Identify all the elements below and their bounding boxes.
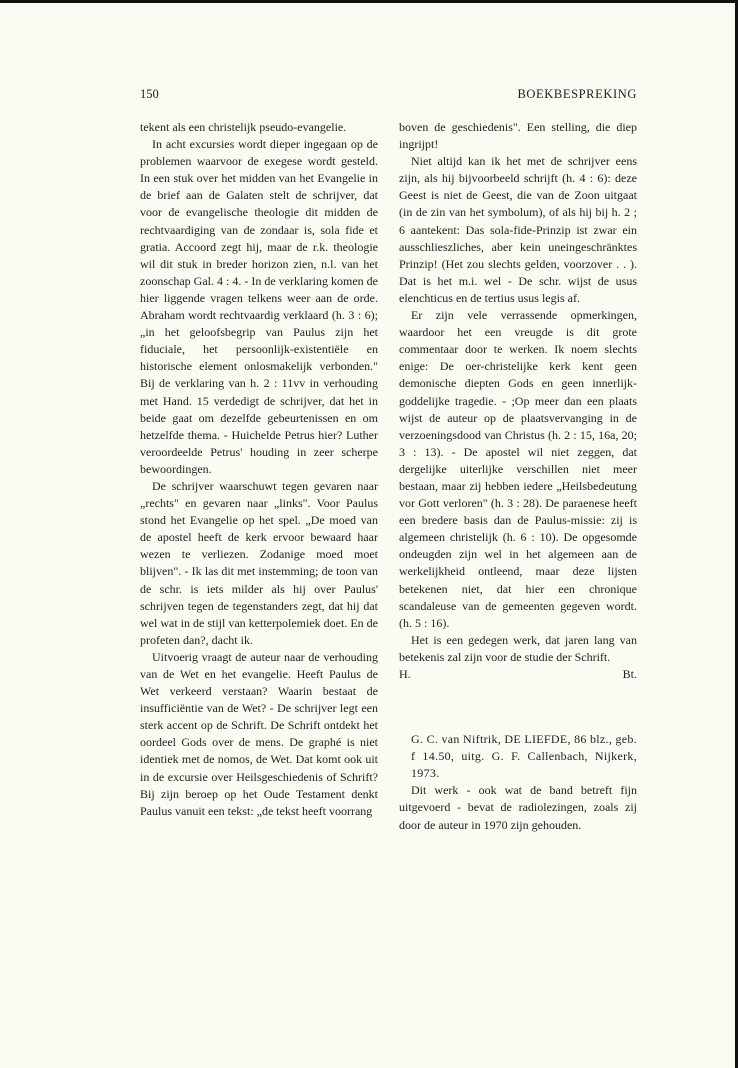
right-column [399,119,637,834]
paragraph: Niet altijd kan ik het met de schrijver eens zijn, als hij bijvoorbeeld schrijft (h. 4 : 6): deze Geest is niet de Geest, die van de Zoon uitgaat (in de zin van het symbolum), of als hij bij h. 2 ; 6 aantekent: Das sola-fide-Prinzip ist zwar ein ausschlieszliches, aber kein uneingeschränktes Prinzip! (Het zou slechts gelden, voorzover . . ). Dat is het m.i. wel - De schr. wijst de usus elenchticus en de tertius usus legis af. [399,154,637,305]
reviewer-signature [399,666,637,683]
paragraph: Uitvoerig vraagt de auteur naar de verhouding van de Wet en het evangelie. Heeft Paulus de Wet verkeerd verstaan? Waarin bestaat de insufficiëntie van de Wet? - De schrijver legt een sterk accent op de Schrift. De Schrift ontdekt het oordeel Gods over de mens. De graphé is niet identiek met de nomos, de Wet. Dat komt ook uit in de excursie over Heilsgeschiedenis of Schrift? Bij zijn beroep op het Oude Testament denkt Paulus vanuit een tekst: „de tekst heeft voorrang [140,649,378,818]
page-header [140,87,637,107]
paragraph: De schrijver waarschuwt tegen gevaren naar „rechts" en gevaren naar „links". Voor Paulus stond het Evangelie op het spel. „De moed van de apostel heeft de kerk ervoor bewaard haar wezen te verliezen. Zodanige moed moet blijven". - Ik las dit met instemming; de toon van de schr. is iets milder als hij over Paulus' schrijven tegen de tegenstanders zegt, dat hij dat wel wat in de stijl van ketterpolemiek doet. En de profeten dan?, dacht ik. [140,478,378,647]
running-title: BOEKBESPREKING [517,87,637,101]
paragraph: Er zijn vele verrassende opmerkingen, waardoor het een vreugde is dit grote commentaar door te werken. Ik noem slechts enige: De oer-christelijke kerk kent geen demonische diepten Gods en geen innerlijk-goddelijke tragedie. - ;Op meer dan een plaats wijst de auteur op de plaatsvervanging in de verzoeningsdood van Christus (h. 2 : 15, 16a, 20; 3 : 13). - De apostel wil niet zeggen, dat dergelijke uiterlijke verschillen niet meer bestaan, maar zij hebben iedere „Heilsbedeutung vor Gott verloren" (h. 3 : 28). De paraenese heeft een bredere basis dan de Paulus-missie: zij is algemeen christelijk (h. 6 : 10). De opgesomde ondeugden zijn wel in het algemeen aan de werkelijkheid ontleend, maar deze lijsten betekenen niet, dat hier een chronique scandaleuse van de gemeenten gegeven wordt. (h. 5 : 16). [399,308,637,630]
page-number: 150 [140,87,159,101]
paragraph: tekent als een christelijk pseudo-evangelie. [140,120,347,134]
paragraph: In acht excursies wordt dieper ingegaan op de problemen waarvoor de exegese wordt gesteld. In een stuk over het midden van het Evangelie in de brief aan de Galaten stelt de schrijver, dat voor de evangelische theologie dit midden de rechtvaardiging van de zondaar is, sola fide et gratia. Accoord zegt hij, maar de r.k. theologie wil dit stuk in breder horizon zien, n.l. van het zoonschap Gal. 4 : 4. - In de verklaring komen de hier liggende vragen telkens weer aan de orde. Abraham wordt rechtvaardig verklaard (h. 3 : 6); „in het geloofsbegrip van Paulus zijn het fiduciale, het persoonlijk-existentiële en historische element onlosmakelijk verbonden." Bij de verklaring van h. 2 : 11vv in verhouding met Hand. 15 verdedigt de schrijver, dat het in beide gaat om dezelfde gebeurtenissen en om hetzelfde thema. - Huichelde Petrus hier? Luther veroordeelde Petrus' houding in zeer scherpe bewoordingen. [140,137,378,476]
review-bibliographic-heading: G. C. van Niftrik, DE LIEFDE, 86 blz., geb. f 14.50, uitg. G. F. Callenbach, Nijkerk, 1973. [411,732,637,781]
paragraph: Dit werk - ook wat de band betreft fijn uitgevoerd - bevat de radiolezingen, zoals zij door de auteur in 1970 zijn gehouden. [399,783,637,832]
paragraph: Het is een gedegen werk, dat jaren lang van betekenis zal zijn voor de studie der Schrift. [399,632,637,664]
signature-initial-right: Bt. [622,667,637,681]
left-column [140,119,378,820]
paragraph: boven de geschiedenis". Een stelling, die diep ingrijpt! [399,120,637,152]
signature-initial-left: H. [399,667,411,681]
scan-edge-top [0,0,738,3]
